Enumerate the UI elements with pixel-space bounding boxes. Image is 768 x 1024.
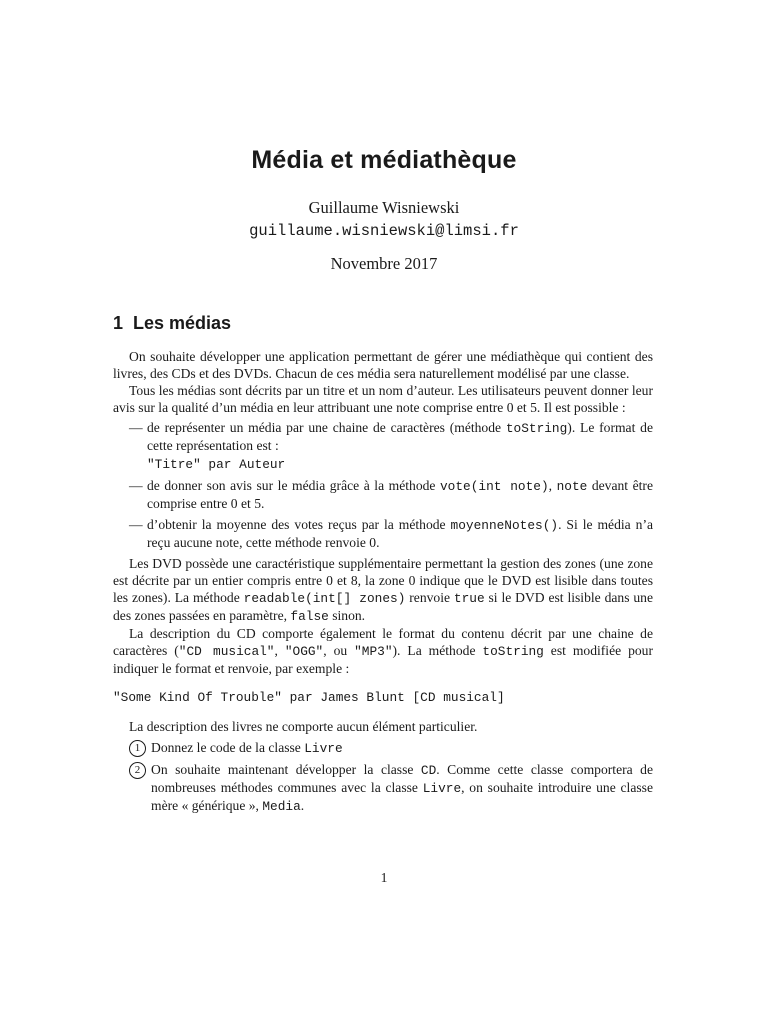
list-item: — de représenter un média par une chaine de caractères (méthode toString). Le format de cette représentation est : "Titre" par Auteur (129, 420, 653, 472)
code-note: note (556, 479, 588, 494)
code-livre: Livre (422, 781, 462, 796)
paragraph-intro: On souhaite développer une application permettant de gérer une médiathèque qui contient des livres, des CDs et des DVDs. Chacun de ces média sera naturellement modélisé par une classe. (113, 349, 653, 381)
code-cd-musical: "CD musical" (178, 644, 275, 659)
code-moyennenotes: moyenneNotes() (450, 518, 559, 533)
document-date: Novembre 2017 (330, 254, 438, 273)
paragraph-dvd: Les DVD possède une caractéristique supplémentaire permettant la gestion des zones (une zone est décrite par un entier compris entre 0 et 8, la zone 0 indique que le DVD est lisible dans toutes les zones). La méthode readable(int[] zones) renvoie true si le DVD est lisible dans une des zones passées en paramètre, false sinon. (113, 556, 653, 624)
question-item: 1 Donnez le code de la classe Livre (113, 739, 653, 757)
question-item: 2 On souhaite maintenant développer la classe CD. Comme cette classe comportera de nombreuses méthodes communes avec la classe Livre, on souhaite introduire une classe mère « générique », Media. (113, 761, 653, 815)
capabilities-list (113, 419, 653, 551)
code-vote: vote(int note) (440, 479, 549, 494)
section-title: Les médias (133, 313, 232, 333)
paragraph-media-description: Tous les médias sont décrits par un titre et un nom d’auteur. Les utilisateurs peuvent donner leur avis sur la qualité d’un média en leur attribuant une note comprise entre 0 et 5. Il est possible : (113, 383, 653, 415)
page-number: 1 (380, 870, 388, 885)
question-number-badge: 2 (129, 762, 146, 779)
section-body (113, 348, 653, 819)
code-false: false (290, 609, 329, 624)
paragraph-cd: La description du CD comporte également le format du contenu décrit par une chaine de caractères ("CD musical", "OGG", ou "MP3"). La méthode toString est modifiée pour indiquer le format et renvoie, par exemple : (113, 626, 654, 676)
code-tostring: toString (482, 644, 544, 659)
list-item: — d’obtenir la moyenne des votes reçus par la méthode moyenneNotes(). Si le média n’a reçu aucune note, cette méthode renvoie 0. (129, 517, 653, 550)
questions-list (113, 739, 653, 815)
list-dash: — (129, 478, 143, 493)
question-number-badge: 1 (129, 740, 146, 757)
code-mp3: "MP3" (354, 644, 393, 659)
author-name: Guillaume Wisniewski (308, 198, 460, 217)
list-dash: — (129, 420, 143, 435)
code-media: Media (262, 799, 301, 814)
code-cd: CD (420, 763, 437, 778)
cd-output-example: "Some Kind Of Trouble" par James Blunt [CD musical] (113, 690, 505, 705)
format-example: "Titre" par Auteur (147, 457, 286, 472)
code-tostring: toString (505, 421, 568, 436)
code-livre: Livre (304, 741, 343, 756)
list-item: — de donner son avis sur le média grâce à la méthode vote(int note), note devant être comprise entre 0 et 5. (129, 478, 653, 511)
author-email: guillaume.wisniewski@limsi.fr (249, 222, 519, 240)
page-title: Média et médiathèque (251, 146, 517, 174)
list-dash: — (129, 517, 143, 532)
section-number: 1 (113, 313, 124, 333)
code-true: true (453, 591, 485, 606)
section-heading (113, 313, 231, 334)
paragraph-livres: La description des livres ne comporte aucun élément particulier. (129, 719, 478, 734)
code-readable: readable(int[] zones) (243, 591, 406, 606)
code-ogg: "OGG" (284, 644, 324, 659)
